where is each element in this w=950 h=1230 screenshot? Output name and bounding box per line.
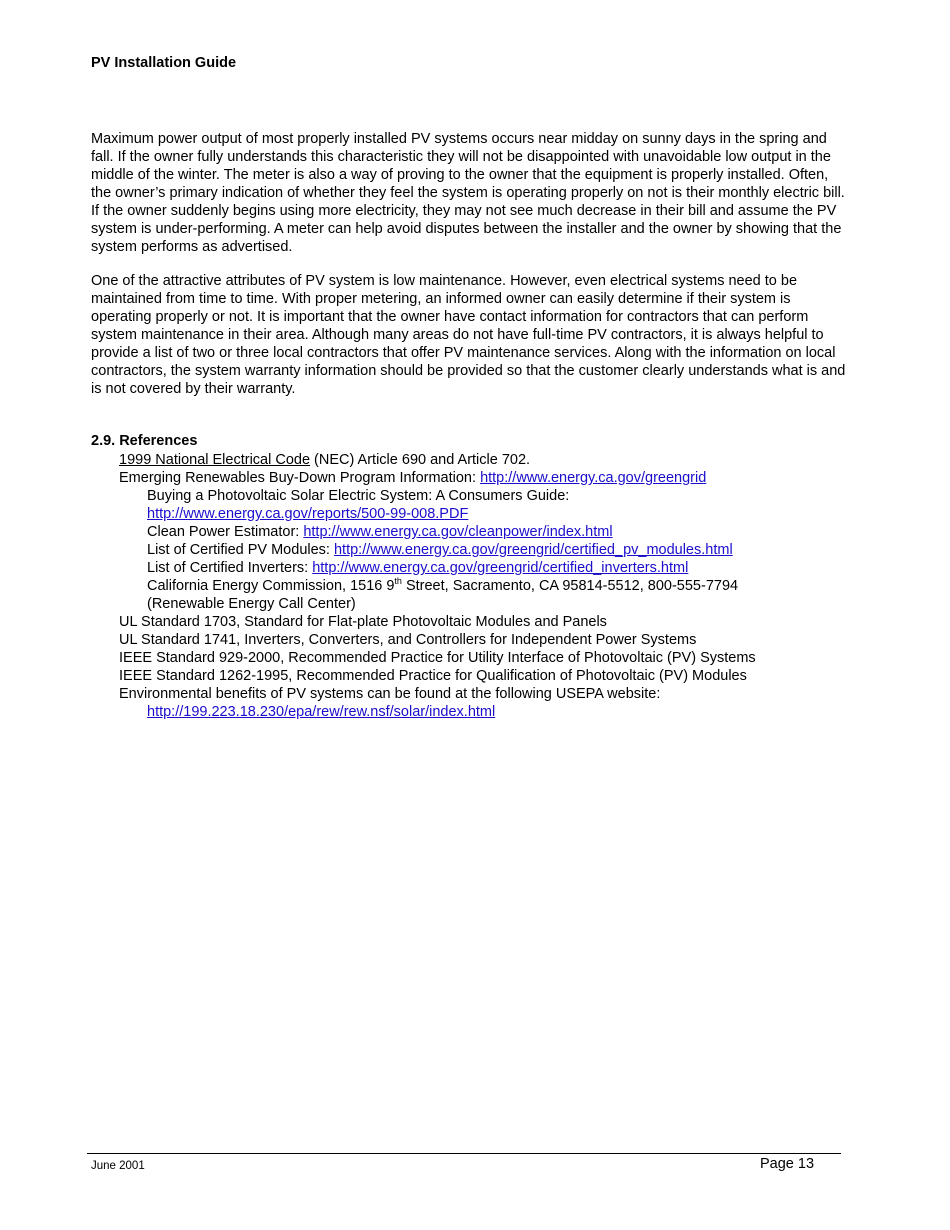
footer-date: June 2001: [91, 1160, 145, 1172]
modules-link[interactable]: http://www.energy.ca.gov/greengrid/certified_pv_modules.html: [333, 542, 733, 558]
inverters-link[interactable]: http://www.energy.ca.gov/greengrid/certified_inverters.html: [312, 560, 689, 576]
ref-nec: [91, 451, 891, 469]
erbd-link[interactable]: http://www.energy.ca.gov/greengrid: [480, 470, 707, 486]
references-list: [91, 451, 891, 721]
cec-before: California Energy Commission, 1516 9: [147, 578, 395, 594]
ref-cec: [91, 577, 891, 595]
footer-divider: [87, 1153, 841, 1154]
document-header: PV Installation Guide: [91, 55, 237, 71]
ref-modules: [91, 541, 891, 559]
footer-page-number: Page 13: [760, 1156, 815, 1172]
ref-buying: Buying a Photovoltaic Solar Electric System: A Consumers Guide:: [147, 488, 570, 504]
modules-text: List of Certified PV Modules:: [147, 542, 334, 558]
ref-buying-link-row: [91, 505, 891, 523]
cpe-text: Clean Power Estimator:: [147, 524, 304, 540]
paragraph-metering: Maximum power output of most properly installed PV systems occurs near midday on sunny days in the spring and fall. If the owner fully understands this characteristic they will not be disappointed with unavoidable low output in the middle of the winter. The meter is also a way of proving to the owner that the equipment is properly installed. Often, the owner’s primary indication of whether they feel the system is operating properly on not is their monthly electric bill. If the owner suddenly begins using more electricity, they may not see much decrease in their bill and assume the PV system is under-performing. A meter can help avoid disputes between the installer and the owner by showing that the system performs as advertised.: [91, 131, 845, 255]
erbd-text: Emerging Renewables Buy-Down Program Information:: [119, 470, 481, 486]
ref-ieee1262: IEEE Standard 1262-1995, Recommended Practice for Qualification of Photovoltaic (PV) Modules: [119, 668, 747, 684]
paragraph-maintenance: One of the attractive attributes of PV system is low maintenance. However, even electrical systems need to be maintained from time to time. With proper metering, an informed owner can easily determine if their system is operating properly or not. It is important that the owner have contact information for contractors that can perform system maintenance in their area. Although many areas do not have full-time PV contractors, it is always helpful to provide a list of two or three local contractors that offer PV maintenance services. Along with the information on local contractors, the system warranty information should be provided so that the customer clearly understands what is and is not covered by their warranty.: [91, 273, 846, 397]
cec-after: Street, Sacramento, CA 95814-5512, 800-555-7794: [401, 578, 739, 594]
ref-epa: Environmental benefits of PV systems can be found at the following USEPA website:: [119, 686, 661, 702]
ref-epa-link-row: [91, 703, 891, 721]
section-heading-references: 2.9. References: [91, 433, 198, 449]
ref-erbd: [91, 469, 891, 487]
cec-sup: th: [394, 576, 402, 587]
inverters-text: List of Certified Inverters:: [147, 560, 313, 576]
ref-ul1703: UL Standard 1703, Standard for Flat-plate Photovoltaic Modules and Panels: [119, 614, 607, 630]
ref-inverters: [91, 559, 891, 577]
epa-link[interactable]: http://199.223.18.230/epa/rew/rew.nsf/solar/index.html: [147, 704, 496, 720]
ref-ieee929: IEEE Standard 929-2000, Recommended Practice for Utility Interface of Photovoltaic (PV) Systems: [119, 650, 756, 666]
ref-cpe: [91, 523, 891, 541]
ref-ul1741: UL Standard 1741, Inverters, Converters, and Controllers for Independent Power Systems: [119, 632, 697, 648]
cpe-link[interactable]: http://www.energy.ca.gov/cleanpower/index.html: [303, 524, 613, 540]
nec-rest: (NEC) Article 690 and Article 702.: [310, 452, 531, 468]
buying-link[interactable]: http://www.energy.ca.gov/reports/500-99-008.PDF: [147, 506, 469, 522]
nec-title: 1999 National Electrical Code: [119, 452, 311, 468]
ref-cec-line2: (Renewable Energy Call Center): [147, 596, 356, 612]
